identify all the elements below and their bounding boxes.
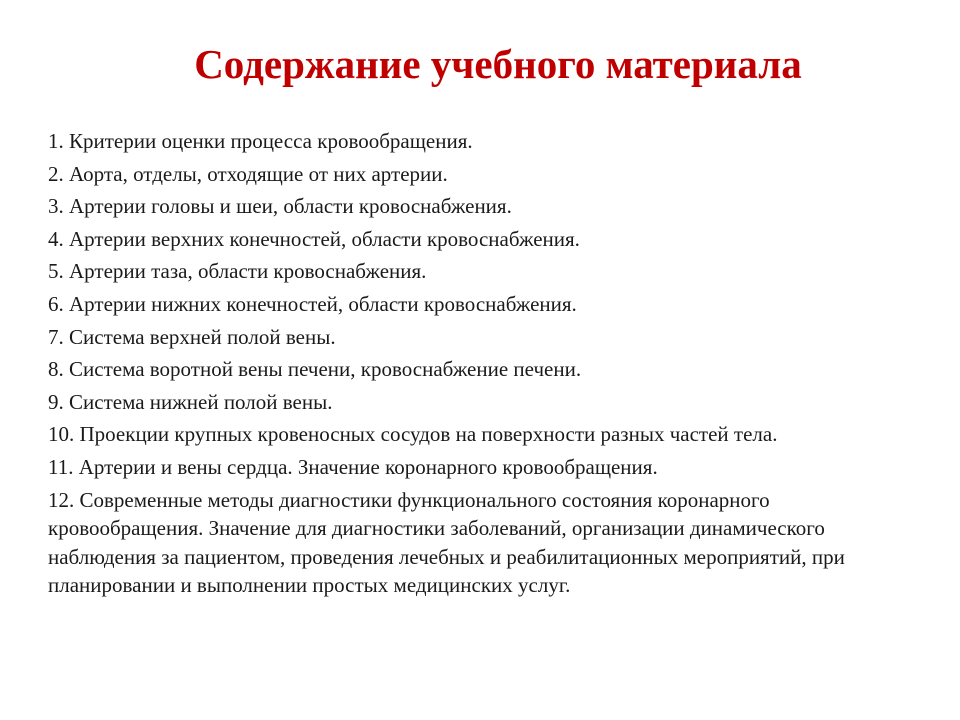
list-item: 5. Артерии таза, области кровоснабжения. <box>48 259 427 284</box>
list-item: 11. Артерии и вены сердца. Значение коронарного кровообращения. <box>48 454 658 479</box>
list-item: 9. Система нижней полой вены. <box>48 389 333 414</box>
list-item: 10. Проекции крупных кровеносных сосудов на поверхности разных частей тела. <box>48 422 778 447</box>
list-item: 7. Система верхней полой вены. <box>48 324 336 349</box>
slide-title: Содержание учебного материала <box>194 41 802 87</box>
list-item: 12. Современные методы диагностики функционального состояния коронарного кровообращения. Значение для диагностики заболеваний, организации динамического наблюдения за пациентом, проведения лечебных и реабилитационных мероприятий, при планировании и выполнении простых медицинских услуг. <box>48 487 845 598</box>
list-item: 8. Система воротной вены печени, кровоснабжение печени. <box>48 357 582 382</box>
content-list <box>48 127 928 604</box>
list-item: 1. Критерии оценки процесса кровообращения. <box>48 129 473 153</box>
list-item: 3. Артерии головы и шеи, области кровоснабжения. <box>48 194 512 219</box>
list-item: 2. Аорта, отделы, отходящие от них артерии. <box>48 161 448 186</box>
list-item: 6. Артерии нижних конечностей, области кровоснабжения. <box>48 291 577 316</box>
list-item: 4. Артерии верхних конечностей, области кровоснабжения. <box>48 226 580 251</box>
